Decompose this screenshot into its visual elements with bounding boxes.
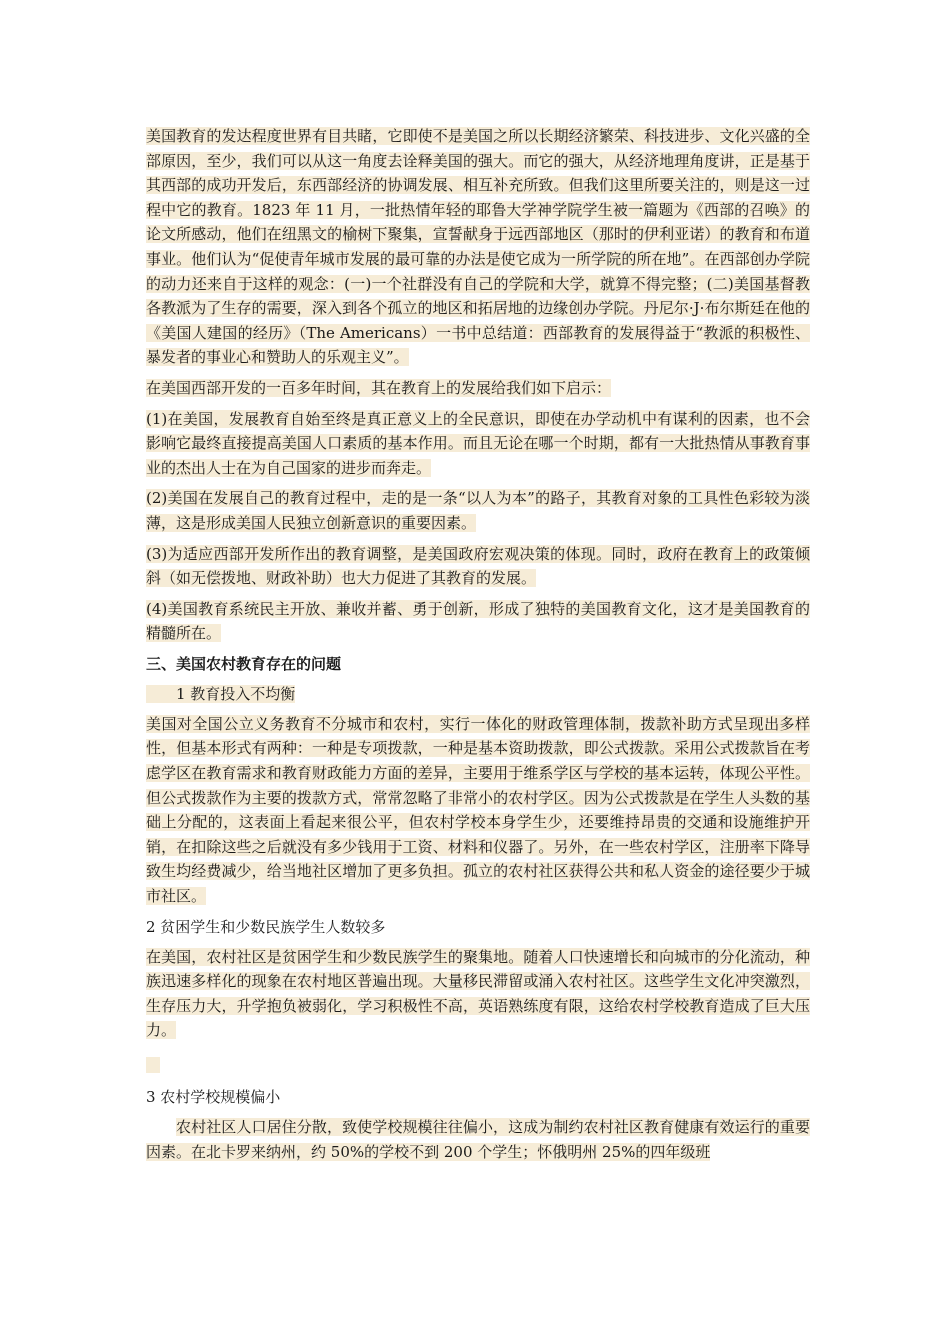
paragraph-intro — [146, 124, 810, 370]
paragraph-sub3 — [146, 1115, 810, 1164]
paragraph-text: (3)为适应西部开发所作出的教育调整，是美国政府宏观决策的体现。同时，政府在教育上的政策倾斜（如无偿拨地、财政补助）也大力促进了其教育的发展。 — [146, 544, 810, 588]
subheading-3: 3 农村学校规模偏小 — [146, 1088, 281, 1106]
paragraph-lesson-2 — [146, 486, 810, 535]
empty-highlight-mark — [146, 1057, 160, 1073]
subheading-2: 2 贫困学生和少数民族学生人数较多 — [146, 917, 386, 936]
subheading-text: 1 教育投入不均衡 — [146, 685, 295, 703]
paragraph-text: 美国对全国公立义务教育不分城市和农村，实行一体化的财政管理体制，拨款补助方式呈现出多样性，但基本形式有两种：一种是专项拨款，一种是基本资助拨款，即公式拨款。采用公式拨款旨在考虑学区在教育需求和教育财政能力方面的差异，主要用于维系学区与学校的基本运转，体现公平性。但公式拨款作为主要的拨款方式，常常忽略了非常小的农村学区。因为公式拨款是在学生人头数的基础上分配的，这表面上看起来很公平，但农村学校本身学生少，还要维持昂贵的交通和设施维护开销，在扣除这些之后就没有多少钱用于工资、材料和仪器了。另外，在一些农村学区，注册率下降导致生均经费减少，给当地社区增加了更多负担。孤立的农村社区获得公共和私人资金的途径要少于城市社区。 — [146, 714, 810, 906]
paragraph-text: 美国教育的发达程度世界有目共睹，它即使不是美国之所以长期经济繁荣、科技进步、文化兴盛的全部原因，至少，我们可以从这一角度去诠释美国的强大。而它的强大，从经济地理角度讲，正是基于其西部的成功开发后，东西部经济的协调发展、相互补充所致。但我们这里所要关注的，则是这一过程中它的教育。1823 年 11 月，一批热情年轻的耶鲁大学神学院学生被一篇题为《西部的召唤》的论文所感动，他们在纽黑文的榆树下聚集，宣誓献身于远西部地区（那时的伊利亚诺）的教育和布道事业。他们认为“促使青年城市发展的最可靠的办法是使它成为一所学院的所在地”。在西部创办学院的动力还来自于这样的观念：(一)一个社群没有自己的学院和大学，就算不得完整；(二)美国基督教各教派为了生存的需要，深入到各个孤立的地区和拓居地的边缘创办学院。丹尼尔·J·布尔斯廷在他的《美国人建国的经历》（The Americans）一书中总结道：西部教育的发展得益于“教派的积极性、暴发者的事业心和赞助人的乐观主义”。 — [146, 127, 810, 367]
paragraph-text: 在美国，农村社区是贫困学生和少数民族学生的聚集地。随着人口快速增长和向城市的分化流动，种族迅速多样化的现象在农村地区普遍出现。大量移民滞留或涌入农村社区。这些学生文化冲突激烈，生存压力大，升学抱负被弱化，学习积极性不高，英语熟练度有限，这给农村学校教育造成了巨大压力。 — [146, 947, 810, 1040]
paragraph-text: (1)在美国，发展教育自始至终是真正意义上的全民意识，即使在办学动机中有谋利的因素，也不会影响它最终直接提高美国人口素质的基本作用。而且无论在哪一个时期，都有一大批热情从事教育事业的杰出人士在为自己国家的进步而奔走。 — [146, 409, 810, 477]
paragraph-sub1 — [146, 712, 810, 909]
paragraph-lessons-lead — [146, 376, 810, 401]
subheading-1 — [146, 682, 810, 706]
paragraph-text: (4)美国教育系统民主开放、兼收并蓄、勇于创新，形成了独特的美国教育文化，这才是美国教育的精髓所在。 — [146, 599, 810, 643]
paragraph-lesson-3 — [146, 542, 810, 591]
paragraph-sub2 — [146, 945, 810, 1043]
section-heading: 三、美国农村教育存在的问题 — [146, 654, 342, 673]
paragraph-lesson-4 — [146, 597, 810, 646]
document-page — [146, 124, 810, 1170]
paragraph-text: 农村社区人口居住分散，致使学校规模往往偏小，这成为制约农村社区教育健康有效运行的重要因素。在北卡罗来纳州，约 50%的学校不到 200 个学生；怀俄明州 25%的四年级班 — [146, 1118, 810, 1161]
paragraph-text: 在美国西部开发的一百多年时间，其在教育上的发展给我们如下启示： — [146, 378, 612, 397]
paragraph-lesson-1 — [146, 407, 810, 481]
paragraph-text: (2)美国在发展自己的教育过程中，走的是一条“以人为本”的路子，其教育对象的工具性色彩较为淡薄，这是形成美国人民独立创新意识的重要因素。 — [146, 489, 810, 532]
